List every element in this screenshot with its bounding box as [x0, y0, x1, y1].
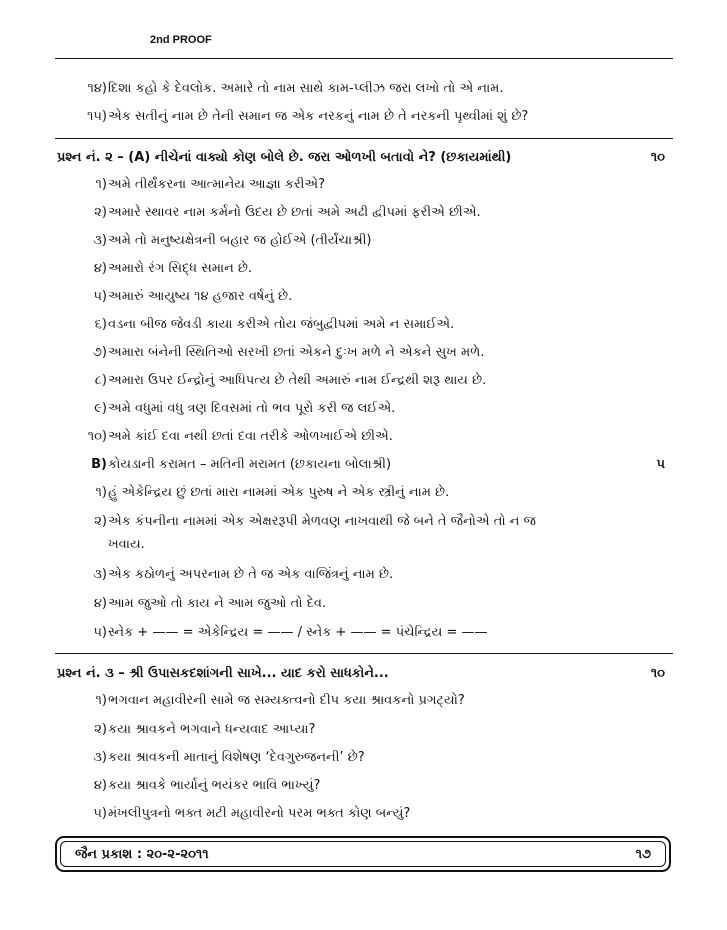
- item-text: અમે કાંઈ દવા નથી છતાં દવા તરીકે ઓળખાઈએ છીએ.: [108, 429, 393, 444]
- section-rule: [55, 138, 673, 139]
- item-number: ૩): [93, 233, 107, 248]
- section-b-number: B): [91, 457, 107, 472]
- list-item: [0, 313, 727, 337]
- question-2-title: પ્રશ્ન નં. ૨ – (A) નીચેનાં વાક્યો કોણ બોલે છે. જરા ઓળખી બતાવો ને? (છકાયમાંથી): [57, 150, 512, 165]
- item-number: ૧): [95, 177, 107, 192]
- item-text: અમારા ઉપર ઈન્દ્રોનું આધિપત્ય છે તેથી અમારું નામ ઈન્દ્રથી શરૂ થાય છે.: [108, 373, 487, 388]
- item-text: ભગવાન મહાવીરની સામે જ સમ્યક્ત્વનો દીપ કયા શ્રાવકનો પ્રગટ્યો?: [108, 693, 465, 708]
- item-text: કયા શ્રાવકની માતાનું વિશેષણ ‘દેવગુરુજનની’ છે?: [108, 750, 365, 765]
- item-number: ૮): [94, 373, 107, 388]
- item-number: ૧): [95, 693, 107, 708]
- item-text: હું એકેન્દ્રિય છું છતાં મારા નામમાં એક પુરુષ ને એક સ્ત્રીનું નામ છે.: [108, 485, 450, 500]
- list-item: [0, 425, 727, 449]
- section-b-title: કોયડાની કરામત – મતિની મરામત (છકાયના બોલાશ્રી): [108, 457, 392, 472]
- list-item: [0, 774, 727, 798]
- section-b-header: [0, 453, 727, 477]
- item-number: ૪): [93, 778, 107, 793]
- item-text: અમે તો મનુષ્યક્ષેત્રની બહાર જ હોઈએ (તીર્યંચાશ્રી): [108, 233, 372, 248]
- list-item: [0, 201, 727, 225]
- proof-label: 2nd PROOF: [150, 34, 212, 46]
- top-rule: [55, 58, 673, 59]
- item-number: ૧૫): [87, 109, 107, 124]
- item-text: આમ જુઓ તો કાય ને આમ જુઓ તો દેવ.: [108, 596, 327, 611]
- item-number: ૩): [93, 567, 107, 582]
- list-item: [0, 563, 727, 587]
- item-text: કયા શ્રાવકે ભાર્યાનું ભયંકર ભાવિ ભાખ્યું?: [108, 778, 321, 793]
- item-text: અમે તીર્થંકરના આત્માનેય આજ્ઞા કરીએ?: [108, 177, 326, 192]
- item-number: ૪): [93, 596, 107, 611]
- list-item: [0, 285, 727, 309]
- question-2-header: [0, 146, 727, 170]
- list-item: [0, 173, 727, 197]
- list-item: [0, 481, 727, 505]
- item-number: ૫): [93, 625, 107, 640]
- item-number: ૩): [93, 750, 107, 765]
- item-number: ૧): [95, 485, 107, 500]
- item-number: ૯): [94, 401, 107, 416]
- item-text: અમે વધુમાં વધુ ત્રણ દિવસમાં તો ભવ પૂરો કરી જ લઈએ.: [108, 401, 396, 416]
- list-item: [0, 229, 727, 253]
- item-text: સ્નેક + —— = એકેન્દ્રિય = —— / સ્નેક + —— = પંચેન્દ્રિય = ——: [108, 625, 488, 640]
- list-item: [0, 77, 727, 101]
- item-number: ૨): [94, 722, 107, 737]
- item-text: વડના બીજ જેવડી કાયા કરીએ તોય જંબુદ્વીપમાં અમે ન સમાઈએ.: [108, 317, 455, 332]
- list-item: [0, 533, 727, 557]
- item-number: ૭): [92, 345, 107, 360]
- item-text: ખવાય.: [108, 537, 145, 552]
- footer-inner-border: [60, 841, 666, 867]
- question-3-header: [0, 662, 727, 686]
- item-number: ૫): [93, 289, 107, 304]
- item-number: ૫): [93, 806, 107, 821]
- item-number: ૪): [93, 261, 107, 276]
- section-b-marks: ૫: [656, 457, 665, 472]
- list-item: [0, 257, 727, 281]
- item-text: અમારું આયુષ્ય ૧૪ હજાર વર્ષનું છે.: [108, 289, 293, 304]
- list-item: [0, 621, 727, 645]
- list-item: [0, 718, 727, 742]
- list-item: [0, 369, 727, 393]
- question-3-title: પ્રશ્ન નં. ૩ – શ્રી ઉપાસકદશાંગની સાખે... યાદ કરો સાધકોને...: [57, 666, 389, 681]
- list-item: [0, 746, 727, 770]
- item-text: મંખલીપુત્રનો ભક્ત મટી મહાવીરનો પરમ ભક્ત કોણ બન્યું?: [108, 806, 411, 821]
- question-3-marks: ૧૦: [650, 666, 665, 681]
- list-item: [0, 105, 727, 129]
- item-number: ૧૪): [87, 81, 107, 96]
- page-number: ૧૭: [635, 847, 651, 862]
- item-number: ૨): [94, 205, 107, 220]
- item-text: એક કઠોળનું અપરનામ છે તે જ એક વાજિંત્રનું નામ છે.: [108, 567, 394, 582]
- list-item: [0, 592, 727, 616]
- item-text: અમારો રંગ સિદ્ધ સમાન છે.: [108, 261, 253, 276]
- item-text: એક સતીનું નામ છે તેની સમાન જ એક નરકનું નામ છે તે નરકની પૃથ્વીમાં શું છે?: [108, 109, 529, 124]
- item-text: અમારા બંનેની સ્થિતિઓ સરખી છતાં એકને દુઃખ મળે ને એકને સુખ મળે.: [108, 345, 485, 360]
- list-item: [0, 689, 727, 713]
- item-text: અમારે સ્થાવર નામ કર્મનો ઉદય છે છતાં અમે અઢી દ્વીપમાં ફરીએ છીએ.: [108, 205, 481, 220]
- footer-publication: જૈન પ્રકાશ : ૨૦-૨-૨૦૧૧: [75, 847, 209, 862]
- item-number: ૧૦): [87, 429, 107, 444]
- item-text: કયા શ્રાવકને ભગવાને ધન્યવાદ આપ્યા?: [108, 722, 316, 737]
- item-text: દિશા કહો કે દેવલોક. અમારે તો નામ સાથે કામ-પ્લીઝ જરા લખો તો એ નામ.: [108, 81, 504, 96]
- list-item: [0, 510, 727, 534]
- list-item: [0, 397, 727, 421]
- footer-box: [55, 836, 671, 872]
- list-item: [0, 802, 727, 826]
- section-rule: [55, 653, 673, 654]
- item-number: ૬): [94, 317, 107, 332]
- item-number: ૨): [94, 514, 107, 529]
- item-text: એક કંપનીના નામમાં એક એક્ષરરૂપી મેળવણ નાખવાથી જે બને તે જૈનોએ તો ન જ: [108, 514, 536, 529]
- question-2-marks: ૧૦: [650, 150, 665, 165]
- list-item: [0, 341, 727, 365]
